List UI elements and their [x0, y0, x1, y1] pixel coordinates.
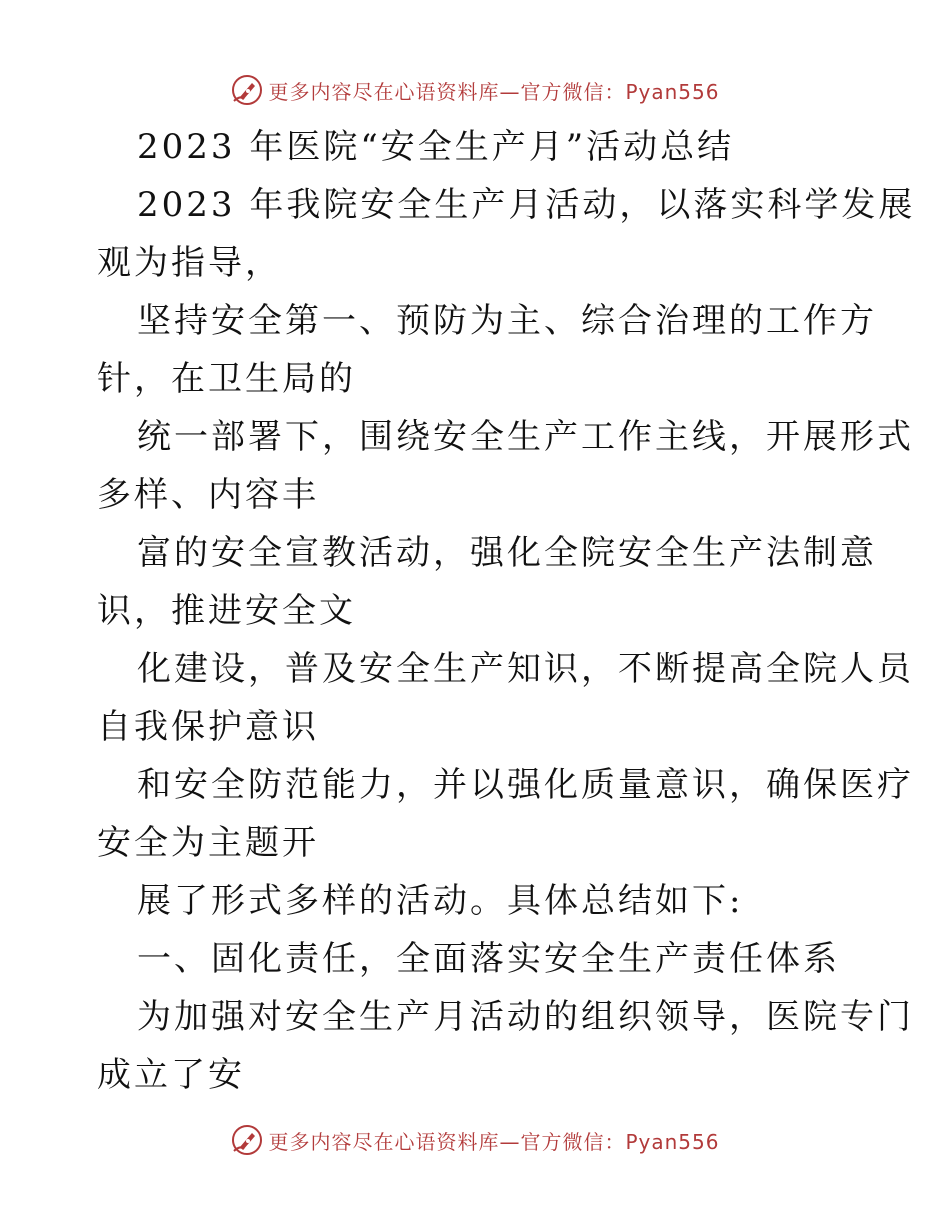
paragraph-line: 和安全防范能力，并以强化质量意识，确保医疗 [137, 765, 914, 805]
paragraph-line: 统一部署下，围绕安全生产工作主线，开展形式 [137, 417, 914, 457]
paragraph-line: 为加强对安全生产月活动的组织领导，医院专门 [137, 997, 914, 1037]
header-banner [0, 70, 950, 110]
paragraph-line: 针，在卫生局的 [97, 359, 356, 399]
document-body [97, 118, 916, 1104]
paragraph-line: 多样、内容丰 [97, 475, 319, 515]
paragraph-line: 安全为主题开 [97, 823, 319, 863]
header-banner-text: 更多内容尽在心语资料库—官方微信：Pyan556 [268, 79, 720, 104]
paragraph-line: 成立了安 [97, 1055, 245, 1095]
pen-nib-logo-icon [230, 1123, 264, 1157]
footer-banner-text: 更多内容尽在心语资料库—官方微信：Pyan556 [268, 1129, 720, 1154]
pen-nib-logo-icon [230, 73, 264, 107]
paragraph-line: 2023 年医院“安全生产月”活动总结 [137, 127, 735, 167]
paragraph-line: 2023 年我院安全生产月活动，以落实科学发展 [137, 185, 916, 225]
footer-banner [0, 1120, 950, 1160]
paragraph-line: 化建设，普及安全生产知识，不断提高全院人员 [137, 649, 914, 689]
paragraph-line: 富的安全宣教活动，强化全院安全生产法制意 [137, 533, 877, 573]
paragraph-line: 坚持安全第一、预防为主、综合治理的工作方 [137, 301, 877, 341]
paragraph-line: 识，推进安全文 [97, 591, 356, 631]
paragraph-line: 一、固化责任，全面落实安全生产责任体系 [137, 939, 840, 979]
paragraph-line: 观为指导， [97, 243, 282, 283]
paragraph-line: 自我保护意识 [97, 707, 319, 747]
paragraph-line: 展了形式多样的活动。具体总结如下: [137, 881, 744, 921]
